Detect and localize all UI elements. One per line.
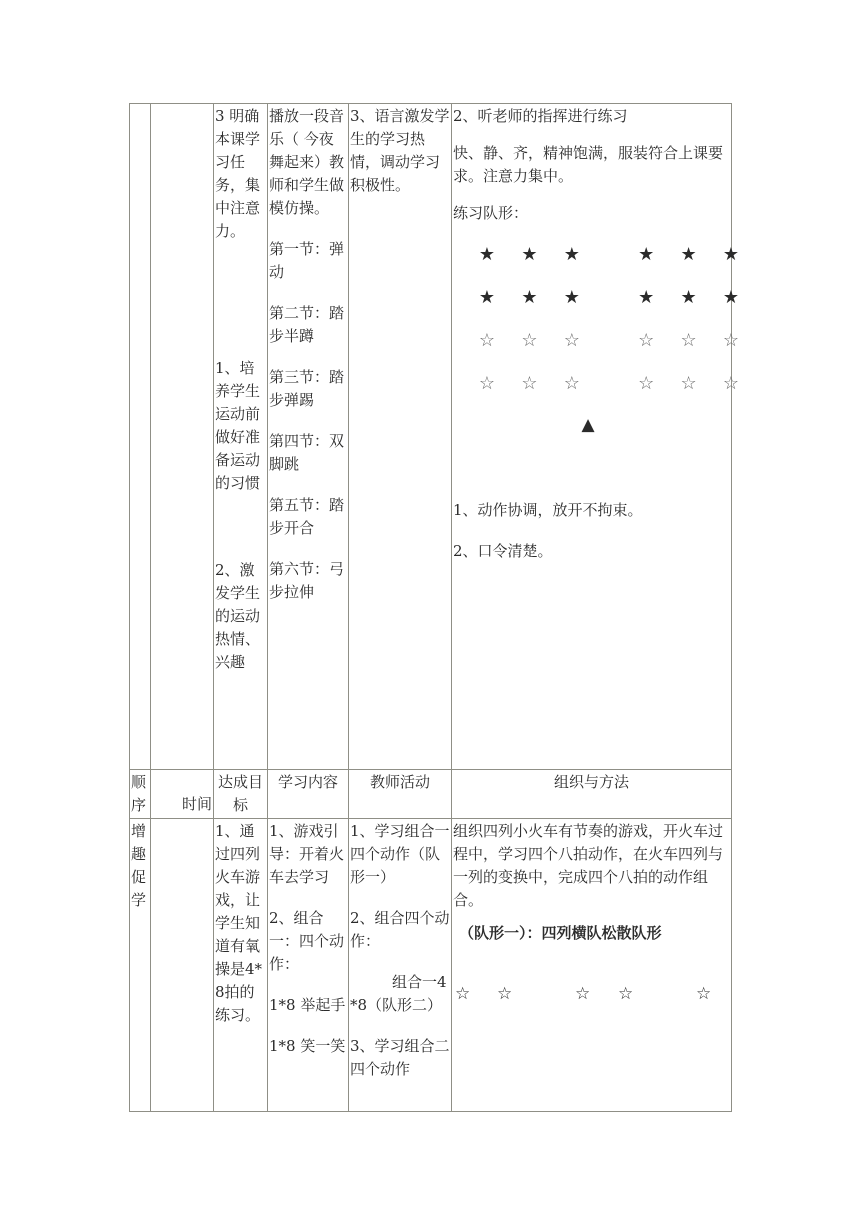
filled-star-icon: ★ (521, 244, 538, 265)
outline-star-icon: ☆ (478, 373, 496, 394)
outline-star-icon: ☆ (680, 330, 697, 351)
time-cell-empty (151, 104, 214, 770)
teacher-item: 3、学习组合二四个动作 (350, 1037, 450, 1078)
outline-star-icon: ☆ (563, 330, 580, 351)
goal-cell (214, 819, 268, 1112)
outline-star-icon: ☆ (722, 373, 740, 394)
formation-row (477, 362, 741, 405)
teacher-triangle-icon: ▲ (581, 415, 595, 435)
outline-star-icon: ☆ (521, 373, 538, 394)
outline-star-icon: ☆ (575, 984, 591, 1004)
outline-star-icon: ☆ (618, 984, 634, 1004)
goal-text: 3 明确本课学习任务，集中注意力。 (215, 107, 261, 240)
teacher-cell (349, 819, 452, 1112)
method-intro: 组织四列小火车有节奏的游戏，开火车过程中，学习四个八拍动作，在火车四列与一列的变换中，完成四个八拍的动作组合。 (453, 822, 724, 909)
section-item: 第二节：踏步半蹲 (269, 304, 345, 345)
goal-text: 1、通过四列火车游戏，让学生知道有氧操是4*8拍的练习。 (215, 822, 263, 1024)
content-item: 2、组合一：四个动作： (269, 909, 345, 973)
loose-formation (453, 983, 730, 1013)
section-item: 第一节：弹动 (269, 240, 345, 281)
formation-row (477, 233, 741, 276)
outline-star-icon: ☆ (722, 330, 740, 351)
org-line: 练习队形： (453, 204, 529, 222)
filled-star-icon: ★ (680, 244, 697, 265)
org-note: 1、动作协调，放开不拘束。 (453, 501, 643, 519)
section-item: 第五节：踏步开合 (269, 496, 345, 537)
filled-star-icon: ★ (478, 287, 496, 308)
filled-star-icon: ★ (680, 287, 697, 308)
table-header-row (130, 770, 732, 819)
filled-star-icon: ★ (638, 244, 655, 265)
interest-row (130, 819, 732, 1112)
outline-star-icon: ☆ (455, 984, 471, 1004)
content-cell (268, 819, 349, 1112)
filled-star-icon: ★ (563, 287, 580, 308)
filled-star-icon: ★ (521, 287, 538, 308)
outline-star-icon: ☆ (497, 984, 513, 1004)
warmup-row (130, 104, 732, 770)
filled-star-icon: ★ (563, 244, 580, 265)
section-item: 第四节：双脚跳 (269, 432, 345, 473)
formation-diagram (453, 233, 740, 445)
method-cell (452, 819, 732, 1112)
teacher-cell (349, 104, 452, 770)
header-order: 顺序 (130, 770, 151, 819)
content-cell (268, 104, 349, 770)
teacher-item: 2、组合四个动作： (350, 909, 450, 950)
outline-star-icon: ☆ (521, 330, 538, 351)
outline-star-icon: ☆ (680, 373, 697, 394)
organization-cell (452, 104, 740, 770)
org-note: 2、口令清楚。 (453, 542, 553, 560)
header-time: 时间 (151, 770, 214, 819)
outline-star-icon: ☆ (696, 984, 712, 1004)
phase-cell-empty (130, 104, 151, 770)
outline-star-icon: ☆ (638, 330, 655, 351)
section-item: 第六节：弓步拉伸 (269, 560, 345, 601)
outline-star-icon: ☆ (478, 330, 496, 351)
outline-star-icon: ☆ (563, 373, 580, 394)
org-line: 快、静、齐，精神饱满，服装符合上课要求。注意力集中。 (453, 144, 724, 185)
formation-row (477, 319, 741, 362)
header-teacher: 教师活动 (349, 770, 452, 819)
teacher-item: 1、学习组合一四个动作（队形一） (350, 822, 450, 886)
content-intro: 播放一段音乐（ 今夜舞起来）教师和学生做模仿操。 (269, 107, 345, 217)
filled-star-icon: ★ (638, 287, 655, 308)
filled-star-icon: ★ (722, 287, 740, 308)
lesson-plan-table (129, 103, 740, 1112)
goal-text: 1、培养学生运动前做好准备运动的习惯 (215, 359, 261, 492)
time-cell-empty (151, 819, 214, 1112)
header-content: 学习内容 (268, 770, 349, 819)
content-item: 1*8 笑一笑 (269, 1037, 346, 1055)
goal-text: 2、激发学生的运动热情、兴趣 (215, 561, 261, 671)
outline-star-icon: ☆ (638, 373, 655, 394)
goal-cell (214, 104, 268, 770)
content-item: 1*8 举起手 (269, 996, 346, 1014)
section-item: 第三节：踏步弹踢 (269, 368, 345, 409)
formation-row (477, 276, 741, 319)
header-goal: 达成目标 (214, 770, 268, 819)
content-item: 1、游戏引导：开着火车去学习 (269, 822, 345, 886)
phase-cell: 增趣促学 (130, 819, 151, 1112)
formation-title: （队形一）：四列横队松散队形 (459, 924, 662, 942)
filled-star-icon: ★ (722, 244, 740, 265)
teacher-text: 3、语言激发学生的学习热情，调动学习积极性。 (350, 107, 450, 194)
teacher-item: 组合一4*8（队形二） (350, 973, 447, 1014)
org-line: 2、听老师的指挥进行练习 (453, 107, 628, 125)
header-method: 组织与方法 (452, 770, 732, 819)
filled-star-icon: ★ (478, 244, 496, 265)
